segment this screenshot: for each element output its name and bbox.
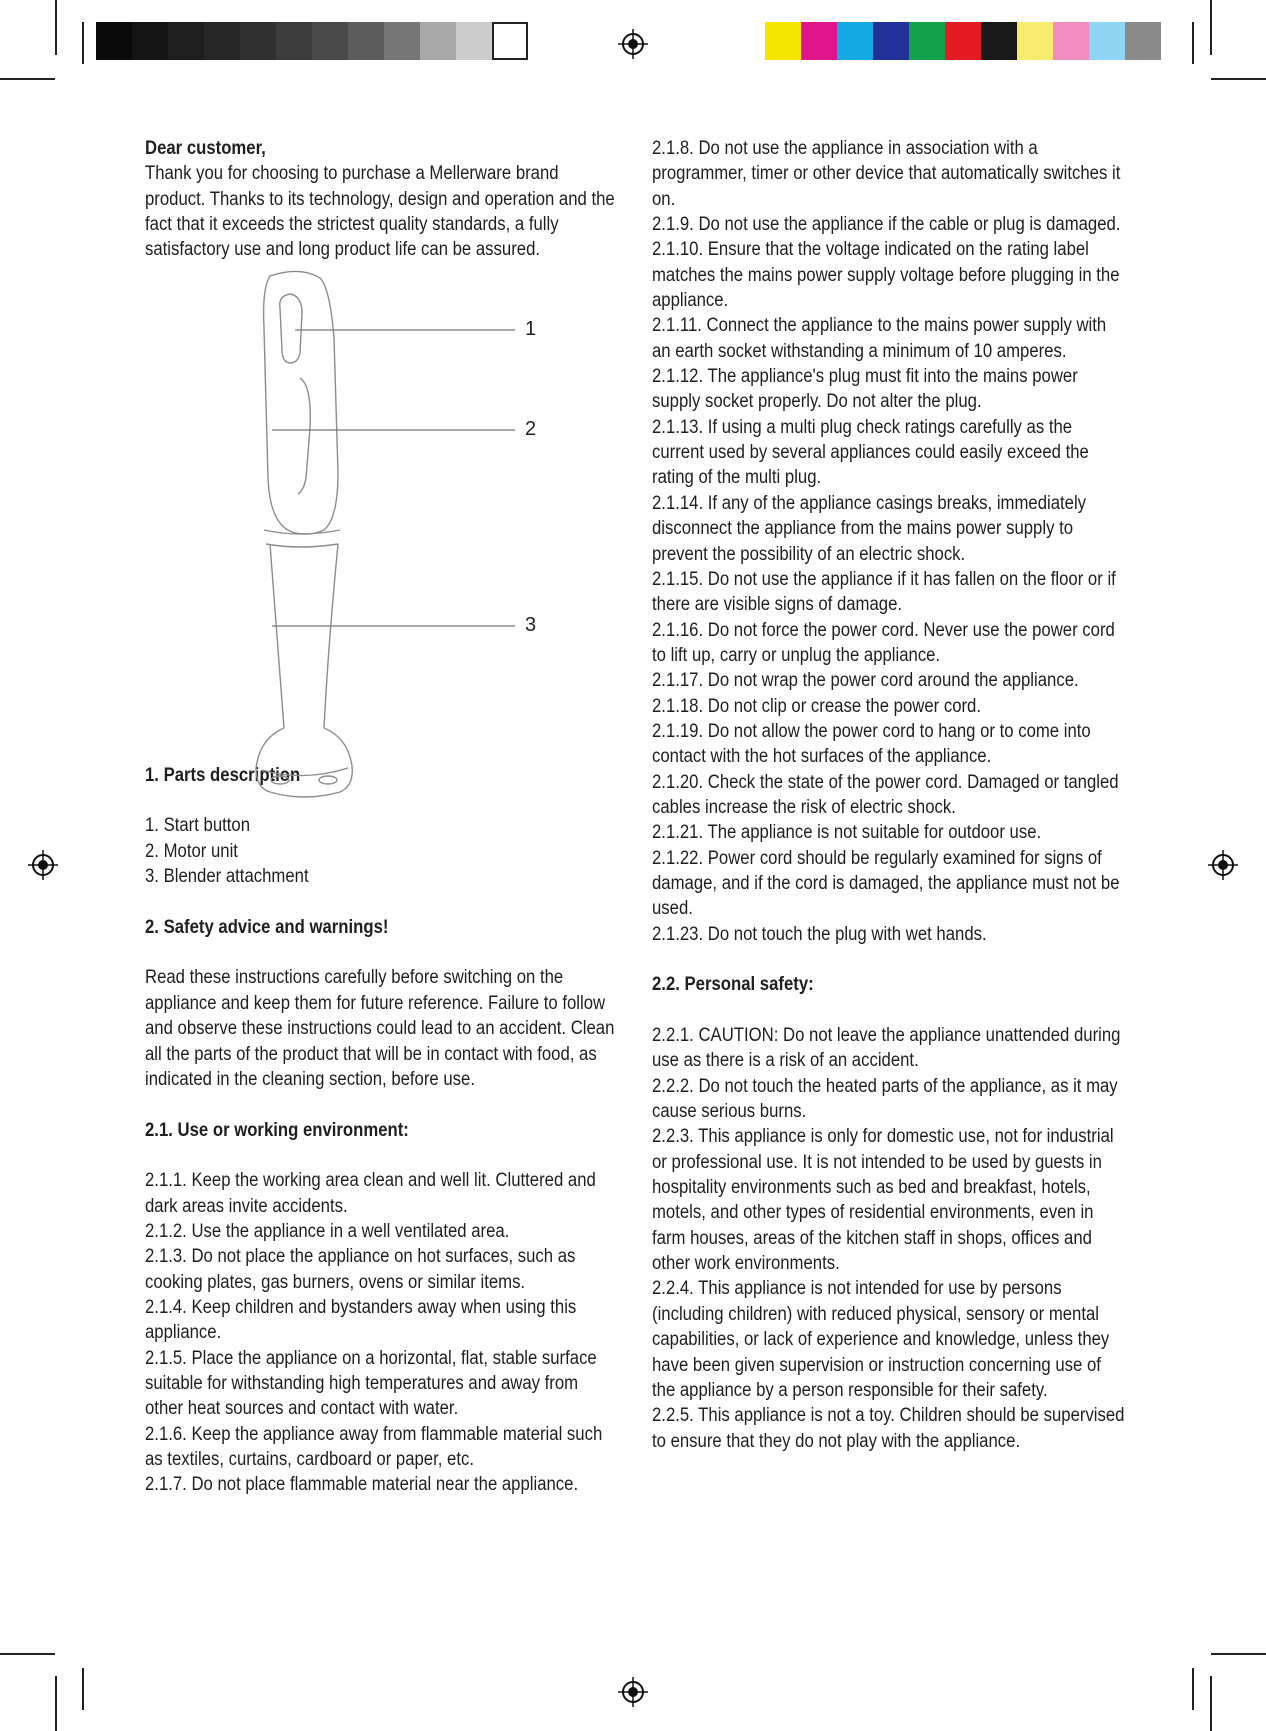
safety-item: 2.1.10. Ensure that the voltage indicated on the rating label matches the mains power supply voltage before plugging in the appliance. bbox=[652, 239, 1120, 312]
callout-3-label: 3 bbox=[525, 614, 537, 636]
safety-item: 2.1.1. Keep the working area clean and well lit. Cluttered and dark areas invite accidents. bbox=[145, 1170, 596, 1217]
color-swatch-0 bbox=[765, 22, 801, 60]
crop-mark-bottom-left-v bbox=[55, 1676, 57, 1731]
color-swatch-1 bbox=[801, 22, 837, 60]
crop-mark-top-right-v bbox=[1210, 0, 1212, 55]
crop-mark-bottom-right-h bbox=[1211, 1653, 1266, 1655]
safety-item: 2.1.16. Do not force the power cord. Never use the power cord to lift up, carry or unplug the appliance. bbox=[652, 619, 1115, 666]
safety-item: 2.1.6. Keep the appliance away from flammable material such as textiles, curtains, cardboard or paper, etc. bbox=[145, 1423, 603, 1470]
gray-swatch-5 bbox=[276, 22, 312, 60]
crop-mark-bottom-right-v bbox=[1210, 1676, 1212, 1731]
hand-blender-illustration bbox=[240, 268, 560, 808]
gray-swatch-7 bbox=[348, 22, 384, 60]
crop-mark-top-right-h bbox=[1211, 78, 1266, 80]
personal-safety-item: 2.2.2. Do not touch the heated parts of the appliance, as it may cause serious burns. bbox=[652, 1075, 1118, 1123]
personal-safety-item: 2.2.4. This appliance is not intended for use by persons (including children) with reduced physical, sensory or mental capabilities, or lack of experience and knowledge, unless they have been given supervision or instruction concerning use of the appliance by a person responsible for their safety. bbox=[652, 1278, 1110, 1401]
safety-intro-paragraph: Read these instructions carefully before switching on the appliance and keep them for future reference. Failure to follow and observe these instructions could lead to an accident. Clean all the parts of the product that will be in contact with food, as indicated in the cleaning section, before use. bbox=[145, 967, 615, 1090]
color-swatch-8 bbox=[1053, 22, 1089, 60]
safety-item: 2.1.3. Do not place the appliance on hot surfaces, such as cooking plates, gas burners, ovens or similar items. bbox=[145, 1246, 576, 1293]
safety-item: 2.1.23. Do not touch the plug with wet hands. bbox=[652, 923, 987, 945]
color-swatch-10 bbox=[1125, 22, 1161, 60]
color-swatch-6 bbox=[981, 22, 1017, 60]
safety-item: 2.1.5. Place the appliance on a horizontal, flat, stable surface suitable for withstanding high temperatures and away from other heat sources and contact with water. bbox=[145, 1347, 597, 1420]
gray-swatch-9 bbox=[420, 22, 456, 60]
personal-safety-item: 2.2.5. This appliance is not a toy. Children should be supervised to ensure that they do not play with the appliance. bbox=[652, 1405, 1125, 1452]
safety-item: 2.1.19. Do not allow the power cord to hang or to come into contact with the hot surfaces of the appliance. bbox=[652, 720, 1091, 768]
safety-item: 2.1.20. Check the state of the power cord. Damaged or tangled cables increase the risk of electric shock. bbox=[652, 771, 1119, 818]
gray-swatch-4 bbox=[240, 22, 276, 60]
gray-swatch-3 bbox=[204, 22, 240, 60]
safety-heading: 2. Safety advice and warnings! bbox=[145, 916, 389, 938]
parts-list-item: 1. Start button bbox=[145, 815, 251, 837]
parts-list-item: 2. Motor unit bbox=[145, 840, 238, 862]
safety-item: 2.1.7. Do not place flammable material near the appliance. bbox=[145, 1474, 579, 1496]
parts-list-item: 3. Blender attachment bbox=[145, 866, 309, 888]
safety-item: 2.1.21. The appliance is not suitable for outdoor use. bbox=[652, 822, 1042, 844]
gray-swatch-0 bbox=[96, 22, 132, 60]
color-swatch-7 bbox=[1017, 22, 1053, 60]
right-column bbox=[652, 136, 1127, 1454]
safety-item: 2.1.2. Use the appliance in a well ventilated area. bbox=[145, 1220, 510, 1242]
safety-item: 2.1.22. Power cord should be regularly examined for signs of damage, and if the cord is damaged, the appliance must not be used. bbox=[652, 847, 1120, 920]
gray-swatch-11 bbox=[492, 22, 528, 60]
color-swatch-2 bbox=[837, 22, 873, 60]
gray-swatch-6 bbox=[312, 22, 348, 60]
intro-paragraph: Thank you for choosing to purchase a Mellerware brand product. Thanks to its technology, design and operation and the fact that it exceeds the strictest quality standards, a fully satisfactory use and long product life can be assured. bbox=[145, 163, 615, 261]
color-swatch-4 bbox=[909, 22, 945, 60]
greeting-heading: Dear customer, bbox=[145, 138, 266, 159]
gray-swatch-8 bbox=[384, 22, 420, 60]
grayscale-color-bar bbox=[96, 22, 528, 60]
gray-swatch-10 bbox=[456, 22, 492, 60]
color-swatch-9 bbox=[1089, 22, 1125, 60]
safety-item: 2.1.13. If using a multi plug check ratings carefully as the current used by several appliances could easily exceed the rating of the multi plug. bbox=[652, 416, 1089, 489]
process-color-bar bbox=[765, 22, 1161, 60]
safety-item: 2.1.4. Keep children and bystanders away when using this appliance. bbox=[145, 1296, 577, 1344]
gray-swatch-2 bbox=[168, 22, 204, 60]
safety-item: 2.1.9. Do not use the appliance if the cable or plug is damaged. bbox=[652, 214, 1121, 236]
gray-swatch-1 bbox=[132, 22, 168, 60]
safety-item: 2.1.8. Do not use the appliance in association with a programmer, timer or other device that automatically switches it on. bbox=[652, 138, 1121, 210]
personal-safety-item: 2.2.1. CAUTION: Do not leave the appliance unattended during use as there is a risk of an accident. bbox=[652, 1025, 1121, 1072]
registration-mark-left-icon bbox=[28, 850, 58, 880]
registration-mark-bottom-icon bbox=[618, 1677, 648, 1707]
crop-mark-bottom-right-v2 bbox=[1192, 1668, 1194, 1710]
crop-mark-top-left-h bbox=[0, 78, 55, 80]
crop-mark-top-right-v2 bbox=[1192, 22, 1194, 64]
color-swatch-3 bbox=[873, 22, 909, 60]
personal-safety-item: 2.2.3. This appliance is only for domestic use, not for industrial or professional use. It is not intended to be used by guests in hospitality environments such as bed and breakfast, hotels, motels, and other types of residential environments, even in farm houses, areas of the kitchen staff in shops, offices and other work environments. bbox=[652, 1126, 1114, 1275]
safety-item: 2.1.14. If any of the appliance casings breaks, immediately disconnect the appliance from the mains power supply to prevent the possibility of an electric shock. bbox=[652, 492, 1087, 565]
personal-safety-heading: 2.2. Personal safety: bbox=[652, 974, 814, 996]
safety-item: 2.1.17. Do not wrap the power cord around the appliance. bbox=[652, 670, 1079, 692]
parts-description-heading: 1. Parts description bbox=[145, 764, 301, 786]
crop-mark-bottom-left-v2 bbox=[82, 1668, 84, 1710]
safety-item: 2.1.15. Do not use the appliance if it has fallen on the floor or if there are visible signs of damage. bbox=[652, 568, 1116, 616]
hand-blender-figure bbox=[240, 268, 560, 808]
crop-mark-top-left-v2 bbox=[82, 22, 84, 64]
safety-item: 2.1.18. Do not clip or crease the power cord. bbox=[652, 695, 982, 717]
registration-mark-right-icon bbox=[1208, 850, 1238, 880]
crop-mark-top-left-v bbox=[55, 0, 57, 55]
safety-item: 2.1.11. Connect the appliance to the mains power supply with an earth socket withstanding a minimum of 10 amperes. bbox=[652, 315, 1107, 362]
crop-mark-bottom-left-h bbox=[0, 1653, 55, 1655]
working-environment-heading: 2.1. Use or working environment: bbox=[145, 1119, 409, 1141]
registration-mark-top-icon bbox=[618, 29, 648, 59]
callout-2-label: 2 bbox=[525, 418, 537, 440]
callout-1-label: 1 bbox=[525, 318, 537, 340]
color-swatch-5 bbox=[945, 22, 981, 60]
safety-item: 2.1.12. The appliance's plug must fit into the mains power supply socket properly. Do not alter the plug. bbox=[652, 366, 1078, 413]
